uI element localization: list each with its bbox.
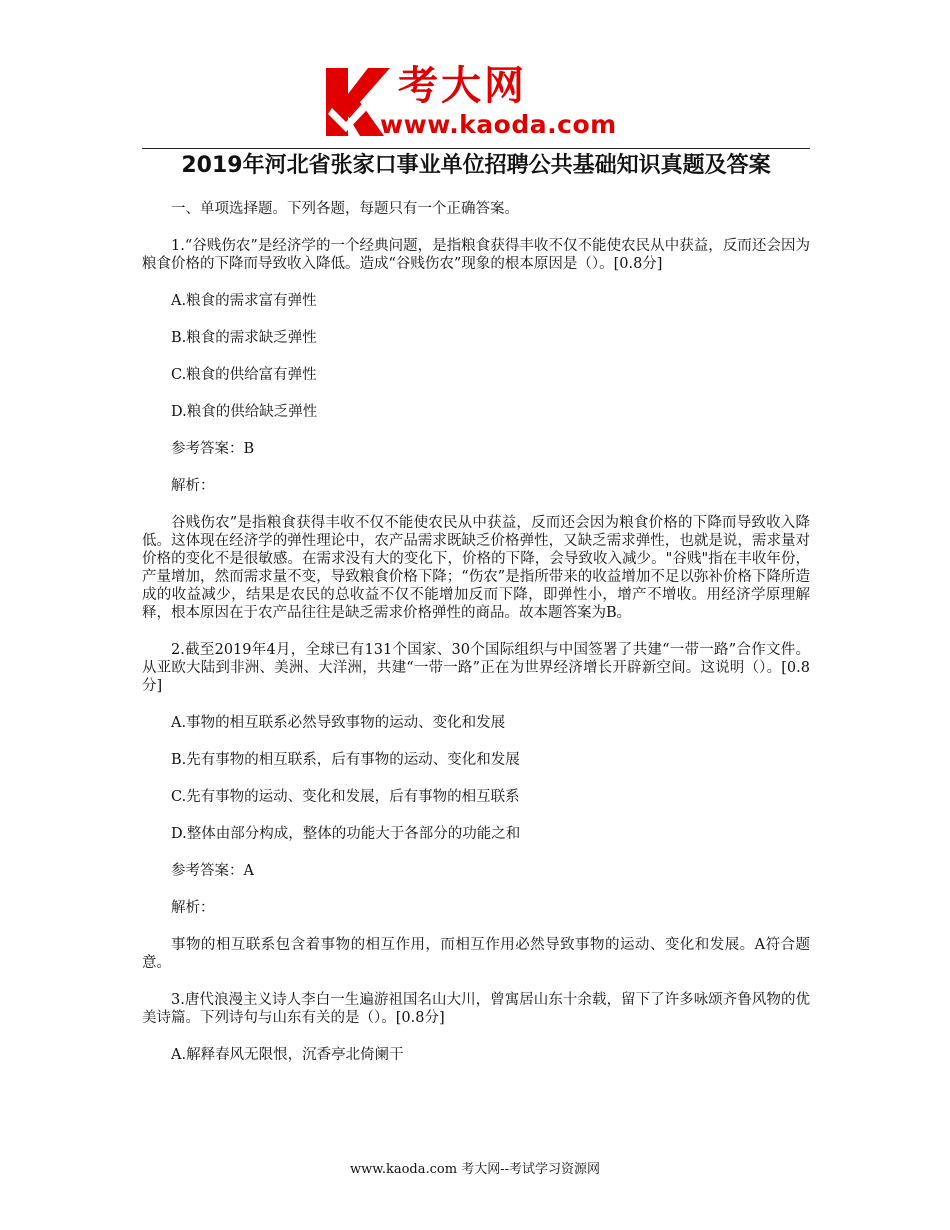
logo-url-text: www.kaoda.com: [380, 110, 617, 139]
analysis-text: 事物的相互联系包含着事物的相互作用，而相互作用必然导致事物的运动、变化和发展。A符合题意。: [142, 937, 810, 971]
answer-option: B.先有事物的相互联系，后有事物的运动、变化和发展: [171, 752, 520, 768]
question-stem: 3.唐代浪漫主义诗人李白一生遍游祖国名山大川，曾寓居山东十余载，留下了许多咏颂齐鲁风物的优美诗篇。下列诗句与山东有关的是（）。[0.8分]: [142, 992, 810, 1026]
answer-option: D.整体由部分构成，整体的功能大于各部分的功能之和: [171, 826, 521, 842]
header-divider: [142, 148, 810, 149]
answer-option: D.粮食的供给缺乏弹性: [171, 404, 318, 420]
logo-chinese-text: 考大网: [398, 63, 527, 109]
document-body: [142, 200, 810, 1083]
answer-option: A.粮食的需求富有弹性: [171, 293, 317, 309]
question-stem: 2.截至2019年4月，全球已有131个国家、30个国际组织与中国签署了共建“一带一路”合作文件。从亚欧大陆到非洲、美洲、大洋洲，共建“一带一路”正在为世界经济增长开辟新空间。这说明（）。[0.8分]: [142, 642, 810, 694]
reference-answer: 参考答案：A: [171, 863, 254, 879]
analysis-label: 解析：: [171, 900, 215, 916]
section-heading: 一、单项选择题。下列各题，每题只有一个正确答案。: [171, 201, 519, 217]
question-stem: 1.“谷贱伤农”是经济学的一个经典问题，是指粮食获得丰收不仅不能使农民从中获益，反而还会因为粮食价格的下降而导致收入降低。造成“谷贱伤农”现象的根本原因是（）。[0.8分]: [142, 238, 810, 272]
analysis-label: 解析：: [171, 478, 215, 494]
answer-option: C.粮食的供给富有弹性: [171, 367, 317, 383]
answer-option: A.解释春风无限恨，沉香亭北倚阑干: [171, 1047, 404, 1063]
document-title: 2019年河北省张家口事业单位招聘公共基础知识真题及答案: [181, 153, 771, 178]
page-footer: www.kaoda.com 考大网--考试学习资源网: [350, 1162, 600, 1177]
analysis-text: 谷贱伤农”是指粮食获得丰收不仅不能使农民从中获益，反而还会因为粮食价格的下降而导致收入降低。这体现在经济学的弹性理论中，农产品需求既缺乏价格弹性，又缺乏需求弹性，也就是说，需求量对价格的变化不是很敏感。在需求没有大的变化下，价格的下降，会导致收入减少。"谷贱"指在丰收年份，产量增加，然而需求量不变，导致粮食价格下降；“伤农”是指所带来的收益增加不足以弥补价格下降所造成的收益减少，结果是农民的总收益不仅不能增加反而下降，即弹性小，增产不增收。用经济学原理解释，根本原因在于农产品往往是缺乏需求价格弹性的商品。故本题答案为B。: [142, 515, 810, 621]
kaoda-logo: [322, 62, 642, 142]
answer-option: B.粮食的需求缺乏弹性: [171, 330, 317, 346]
reference-answer: 参考答案：B: [171, 441, 255, 457]
answer-option: C.先有事物的运动、变化和发展，后有事物的相互联系: [171, 789, 520, 805]
answer-option: A.事物的相互联系必然导致事物的运动、变化和发展: [171, 715, 506, 731]
